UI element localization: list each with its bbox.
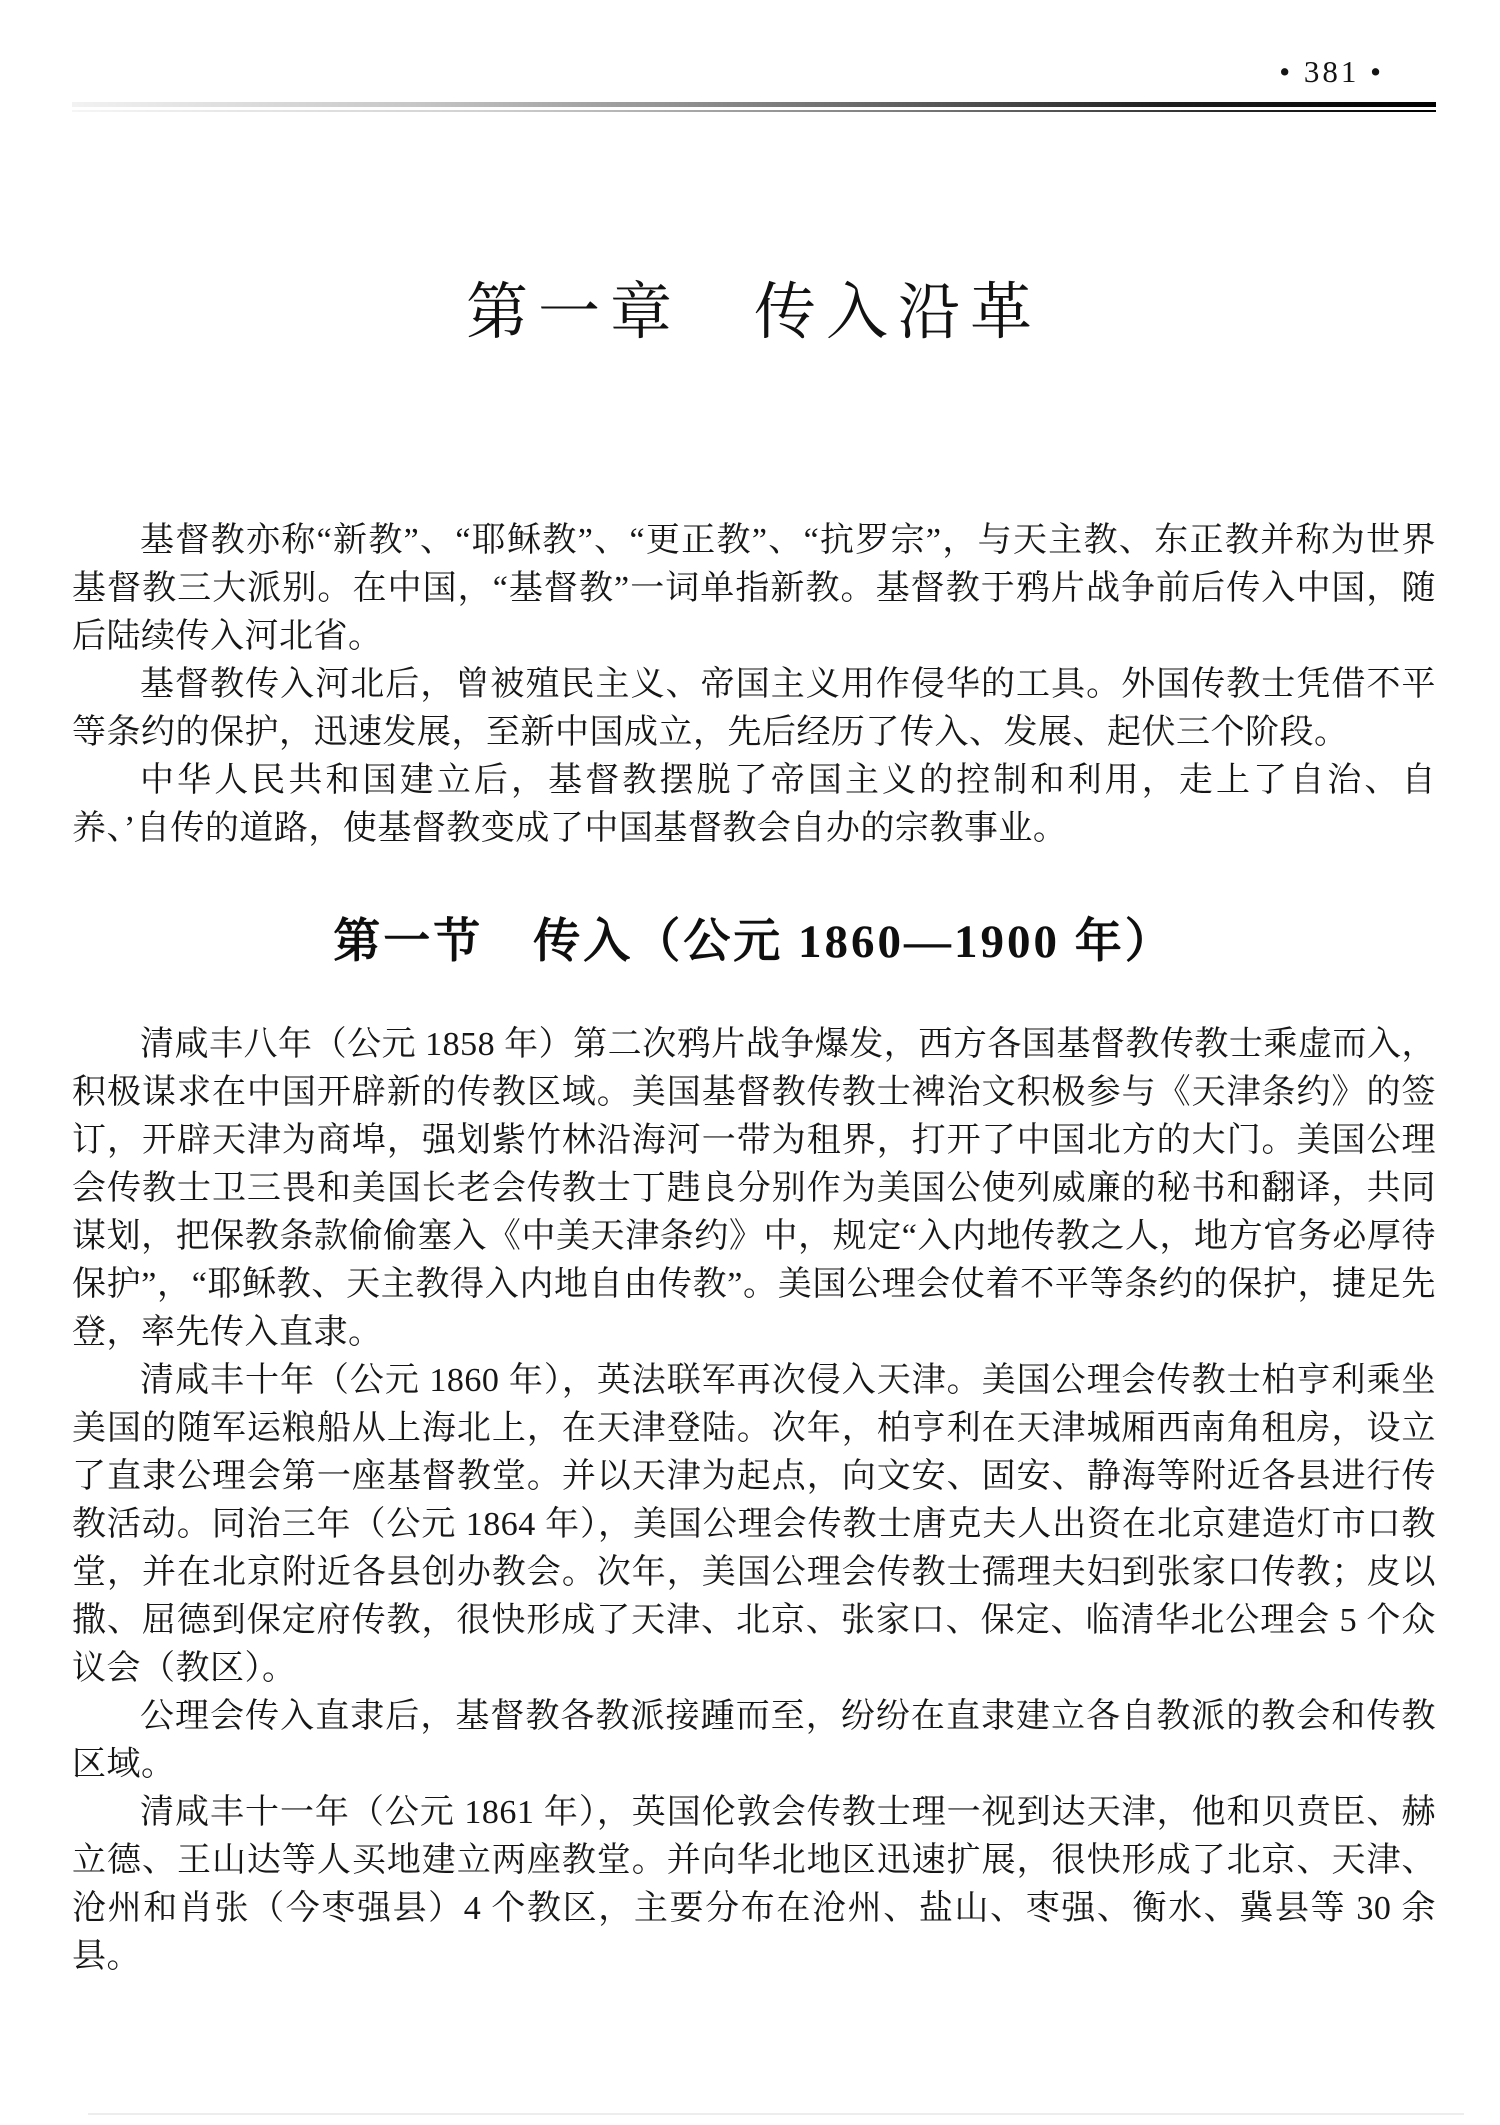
body-paragraph: 中华人民共和国建立后，基督教摆脱了帝国主义的控制和利用，走上了自治、自养、’自传的道路，使基督教变成了中国基督教会自办的宗教事业。	[72, 762, 1436, 848]
body-paragraph: 清咸丰十一年（公元 1861 年），英国伦敦会传教士理一视到达天津，他和贝贲臣、赫立德、王山达等人买地建立两座教堂。并向华北地区迅速扩展，很快形成了北京、天津、沧州和肖张（今枣强县）4 个教区，主要分布在沧州、盐山、枣强、衡水、冀县等 30 余县。	[72, 1794, 1436, 1976]
header-rule	[72, 102, 1436, 112]
page-number: • 381 •	[1279, 54, 1384, 89]
body-paragraph: 清咸丰八年（公元 1858 年）第二次鸦片战争爆发，西方各国基督教传教士乘虚而入，积极谋求在中国开辟新的传教区域。美国基督教传教士裨治文积极参与《天津条约》的签订，开辟天津为商埠，强划紫竹林沿海河一带为租界，打开了中国北方的大门。美国公理会传教士卫三畏和美国长老会传教士丁韪良分别作为美国公使列威廉的秘书和翻译，共同谋划，把保教条款偷偷塞入《中美天津条约》中，规定“入内地传教之人，地方官务必厚待保护”，“耶稣教、天主教得入内地自由传教”。美国公理会仗着不平等条约的保护，捷足先登，率先传入直隶。	[72, 1026, 1436, 1352]
header-rule-thick-line	[72, 102, 1436, 107]
scan-artifact-line	[88, 2113, 1464, 2115]
body-paragraph: 基督教亦称“新教”、“耶稣教”、“更正教”、“抗罗宗”，与天主教、东正教并称为世界基督教三大派别。在中国，“基督教”一词单指新教。基督教于鸦片战争前后传入中国，随后陆续传入河北省。	[72, 522, 1436, 656]
chapter-title: 第一章 传入沿革	[465, 279, 1042, 347]
header-rule-thin-line	[72, 110, 1436, 112]
chapter-intro-text	[72, 517, 1436, 853]
body-paragraph: 公理会传入直隶后，基督教各教派接踵而至，纷纷在直隶建立各自教派的教会和传教区域。	[72, 1698, 1436, 1784]
section-body-text	[72, 1021, 1436, 1981]
body-paragraph: 清咸丰十年（公元 1860 年），英法联军再次侵入天津。美国公理会传教士柏亨利乘坐美国的随军运粮船从上海北上，在天津登陆。次年，柏亨利在天津城厢西南角租房，设立了直隶公理会第一座基督教堂。并以天津为起点，向文安、固安、静海等附近各县进行传教活动。同治三年（公元 1864 年），美国公理会传教士唐克夫人出资在北京建造灯市口教堂，并在北京附近各县创办教会。次年，美国公理会传教士孺理夫妇到张家口传教；皮以撒、屈德到保定府传教，很快形成了天津、北京、张家口、保定、临清华北公理会 5 个众议会（教区）。	[72, 1362, 1436, 1688]
section-title: 第一节 传入（公元 1860—1900 年）	[333, 916, 1175, 969]
body-paragraph: 基督教传入河北后，曾被殖民主义、帝国主义用作侵华的工具。外国传教士凭借不平等条约的保护，迅速发展，至新中国成立，先后经历了传入、发展、起伏三个阶段。	[72, 666, 1436, 752]
